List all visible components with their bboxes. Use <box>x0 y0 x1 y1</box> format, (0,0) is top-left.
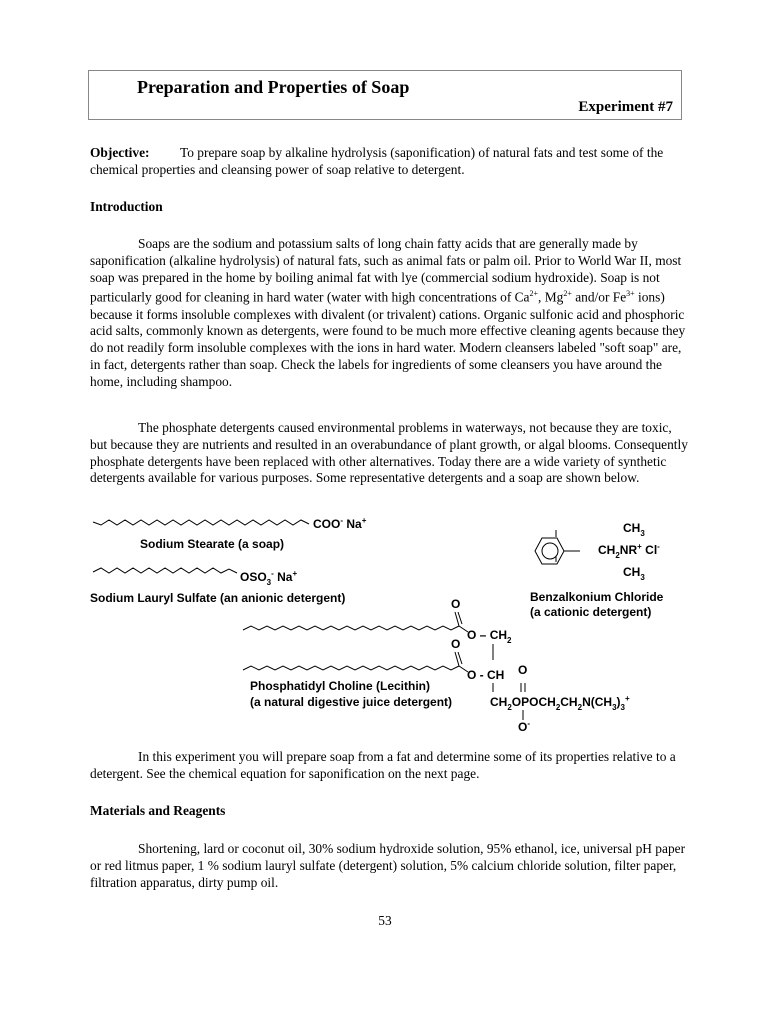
lecithin-ester-2: O - CH <box>467 668 505 682</box>
stearate-group: COO- Na+ <box>313 516 367 531</box>
benzene-ring <box>535 538 564 564</box>
introduction-heading: Introduction <box>90 199 163 214</box>
materials-heading: Materials and Reagents <box>90 803 226 818</box>
objective-label: Objective: <box>90 145 150 160</box>
fe-charge: 3+ <box>626 289 635 299</box>
lecithin-carbonyl-2: O <box>451 637 461 651</box>
ca-charge: 2+ <box>529 289 539 299</box>
benz-label-1: Benzalkonium Chloride <box>530 590 664 604</box>
benz-ammonium: $CH_2NR^+$ Cl- <box>598 542 660 560</box>
closing-paragraph: In this experiment you will prepare soap from a fat and determine some of its properties relative to a detergent. See the chemical equation for saponification on the next page. <box>90 749 676 781</box>
lecithin-phosphate-o: O <box>518 663 528 677</box>
intro-text-fe: and/or Fe <box>571 289 627 305</box>
lecithin-ester-1: O – $CH_2$ <box>467 628 512 645</box>
materials-paragraph: Shortening, lard or coconut oil, 30% sodium hydroxide solution, 95% ethanol, ice, universal pH paper or red litmus paper, 1 % sodium lauryl sulfate (detergent) solution, 5% calcium chloride solution, filter paper, filtration apparatus, dirty pump oil. <box>90 841 686 890</box>
page-number: 53 <box>378 913 392 928</box>
objective-paragraph <box>90 145 688 179</box>
mg-charge: 2+ <box>563 289 572 299</box>
lecithin-carbonyl-1: O <box>451 597 461 611</box>
experiment-number: Experiment #7 <box>578 99 673 115</box>
detergent-structures-figure <box>88 512 688 737</box>
intro-paragraph-2: The phosphate detergents caused environmental problems in waterways, not because they are toxic, but because they are nutrients and resulted in an overabundance of plant growth, or algal blooms. Consequently phosphate detergents have been replaced with other alternatives. Today there are a wide variety of synthetic detergents available for various purposes. Some representative detergents and a soap are shown below. <box>90 420 688 486</box>
lecithin-label-1: Phosphatidyl Choline (Lecithin) <box>250 679 430 693</box>
benz-ch3-bottom: $CH_3$ <box>623 565 645 582</box>
title-box <box>88 70 682 120</box>
objective-text: To prepare soap by alkaline hydrolysis (saponification) of natural fats and test some of the chemical properties and cleansing power of soap relative to detergent. <box>90 145 664 177</box>
benz-label-2: (a cationic detergent) <box>530 605 652 619</box>
intro-paragraph-1 <box>90 236 688 391</box>
sulfate-label: Sodium Lauryl Sulfate (an anionic detergent) <box>90 591 346 605</box>
sulfate-group: $OSO_3^-$ Na+ <box>240 569 298 587</box>
benz-ch3-top: $CH_3$ <box>623 521 645 538</box>
intro-text: Soaps are the sodium and potassium salts of long chain fatty acids that are generally made by saponification (alkaline hydrolysis) of natural fats, such as animal fats or palm oil. Prior to World War II, most soap was prepared in the home by boiling animal fat with lye (commercial sodium hydroxide). Soap is not particularly good for cleaning in hard water (water with high concentrations of Ca <box>90 236 682 305</box>
intro-text-cont: ions) because it forms insoluble complexes with divalent (or trivalent) cations. Organic sulfonic acid and phosphoric acid salts, commonly known as detergents, were found to be much more effective cleaning agents because they do not readily form insoluble complexes with the ions in hard water. Modern cleansers labeled "soft soap" are, in fact, detergents rather than soap. Check the labels for ingredients of some cleansers you have around the home, including shampoo. <box>90 289 686 389</box>
document-title: Preparation and Properties of Soap <box>137 77 410 97</box>
lecithin-phosphocholine: $CH_2OPOCH_2CH_2N(CH_3)_3^+$ <box>490 694 630 712</box>
stearate-chain <box>93 520 309 525</box>
intro-text-mg: , Mg <box>538 289 564 305</box>
lecithin-label-2: (a natural digestive juice detergent) <box>250 695 453 709</box>
lecithin-o-minus: O- <box>518 719 531 734</box>
stearate-label: Sodium Stearate (a soap) <box>140 537 285 551</box>
lecithin-chain-1 <box>243 626 459 630</box>
lecithin-chain-2 <box>243 666 459 670</box>
sulfate-chain <box>93 568 237 573</box>
